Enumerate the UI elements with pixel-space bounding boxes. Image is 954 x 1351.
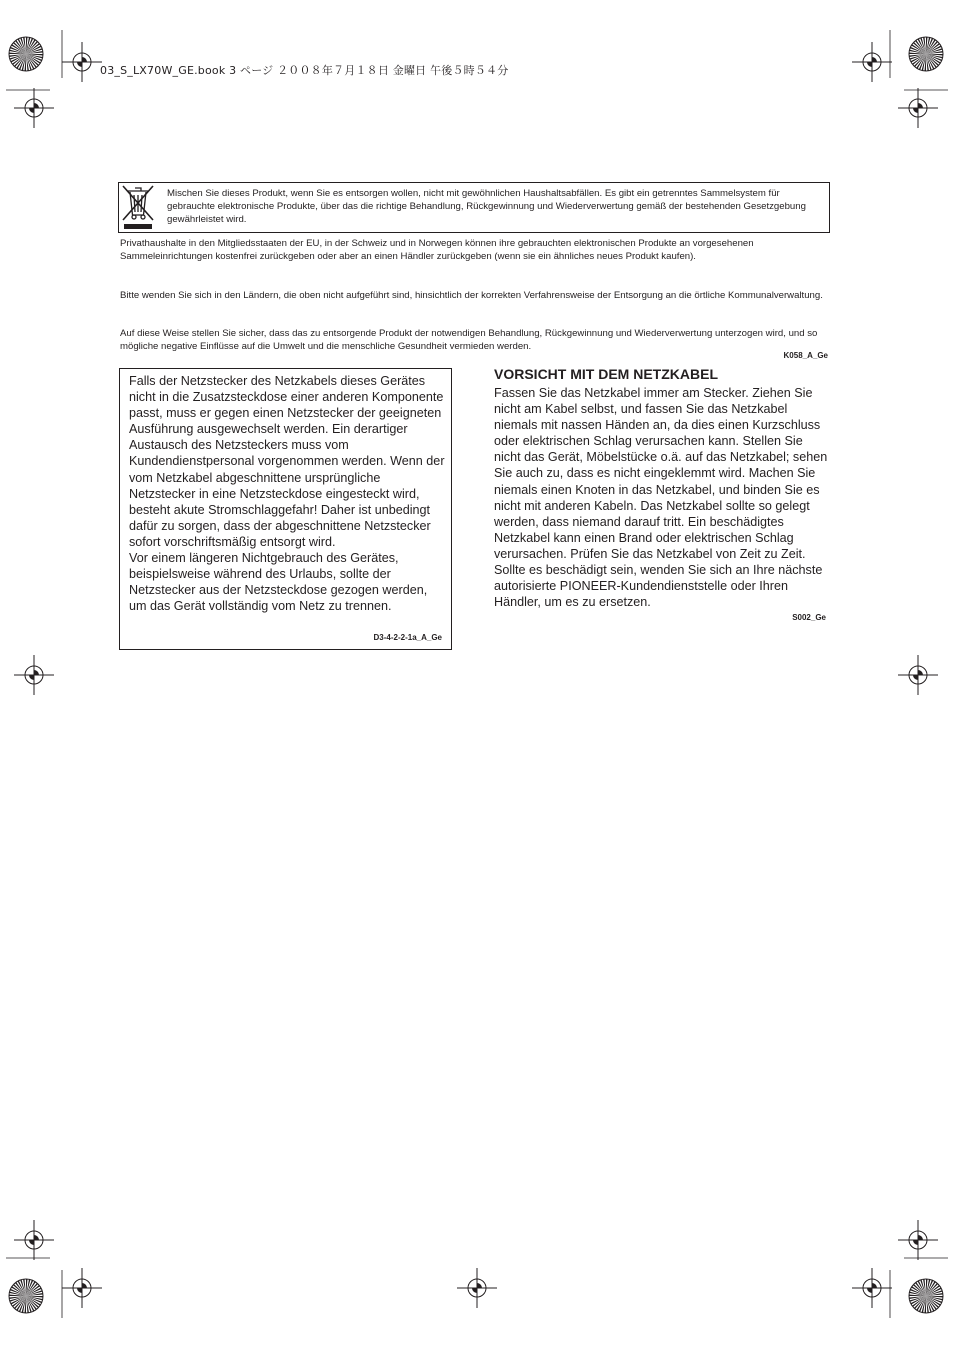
power-cord-caution-code: S002_Ge: [792, 613, 826, 622]
file-info-header: 03_S_LX70W_GE.book 3 ページ ２００８年７月１８日 金曜日 午後５時５４分: [100, 64, 509, 77]
weee-code: K058_A_Ge: [783, 351, 828, 360]
registration-target-icon: [898, 88, 938, 128]
registration-target-icon: [852, 1268, 892, 1308]
registration-target-icon: [62, 42, 102, 82]
weee-boxed-text: Mischen Sie dieses Produkt, wenn Sie es entsorgen wollen, nicht mit gewöhnlichen Haushaltsabfällen. Es gibt ein getrenntes Sammelsystem für gebrauchte elektronische Produkte, über das die richtige Behandlung, Rückgewinnung und Wiederverwertung gemäß der bestehenden Gesetzgebung gewährleistet wird.: [167, 188, 806, 225]
plug-warning-paragraph-1: Falls der Netzstecker des Netzkabels dieses Gerätes nicht in die Zusatzsteckdose einer anderen Komponente passt, muss er gegen einen Netzstecker der geeigneten Ausführung ausgewechselt werden. Ein derartiger Austausch des Netzsteckers muss vom Kundendienstpersonal vorgenommen werden. Wenn der vom Netzkabel abgeschnittene ursprüngliche Netzstecker in eine Netzsteckdose eingesteckt wird, besteht akute Stromschlaggefahr! Daher ist unbedingt dafür zu sorgen, dass der abgeschnittene Netzstecker sofort vorschriftsmäßig entsorgt wird.: [129, 374, 445, 549]
registration-target-icon: [14, 1220, 54, 1260]
registration-target-icon: [62, 1268, 102, 1308]
registration-target-icon: [457, 1268, 497, 1308]
registration-target-icon: [852, 42, 892, 82]
registration-target-icon: [898, 655, 938, 695]
weee-paragraph-households: Privathaushalte in den Mitgliedsstaaten der EU, in der Schweiz und in Norwegen können ihre gebrauchten elektronischen Produkte an vorgesehenen Sammeleinrichtungen kostenfrei zurückgeben oder aber an einen Händler zurückgeben (wenn sie ein ähnliches neues Produkt kaufen).: [120, 238, 754, 262]
registration-target-icon: [14, 655, 54, 695]
starburst-wheel-icon: [8, 1278, 44, 1314]
plug-warning-paragraph-2: Vor einem längeren Nichtgebrauch des Gerätes, beispielsweise während des Urlaubs, sollte der Netzstecker aus der Netzsteckdose gezogen werden, um das Gerät vollständig vom Netz zu trennen.: [129, 551, 428, 614]
power-cord-caution-title: VORSICHT MIT DEM NETZKABEL: [494, 366, 718, 382]
weee-paragraph-benefits: Auf diese Weise stellen Sie sicher, dass das zu entsorgende Produkt der notwendigen Behandlung, Rückgewinnung und Wiederverwertung unterzogen wird, und so mögliche negative Einflüsse auf die Umwelt und die menschliche Gesundheit vermieden werden.: [120, 328, 818, 352]
weee-paragraph-other-countries: Bitte wenden Sie sich in den Ländern, die oben nicht aufgeführt sind, hinsichtlich der korrekten Verfahrensweise der Entsorgung an die örtliche Kommunalverwaltung.: [120, 290, 823, 301]
power-cord-caution-text: Fassen Sie das Netzkabel immer am Stecker. Ziehen Sie nicht am Kabel selbst, und fassen Sie das Netzkabel niemals mit nassen Händen an, da dies einen Kurzschluss oder elektrischen Schlag verursachen kann. Stellen Sie nicht das Gerät, Möbelstücke o.ä. auf das Netzkabel; sehen Sie auch zu, dass es nicht eingeklemmt wird. Machen Sie niemals einen Knoten in das Netzkabel, und binden Sie es nicht mit anderen Kabeln. Das Netzkabel sollte so gelegt werden, dass niemand darauf tritt. Ein beschädigtes Netzkabel kann einen Brand oder elektrischen Schlag verursachen. Prüfen Sie das Netzkabel von Zeit zu Zeit. Sollte es beschädigt sein, wenden Sie sich an Ihre nächste autorisierte PIONEER-Kundendienststelle oder Ihren Händler, um es zu ersetzen.: [494, 386, 828, 610]
registration-target-icon: [14, 88, 54, 128]
starburst-wheel-icon: [908, 1278, 944, 1314]
registration-target-icon: [898, 1220, 938, 1260]
starburst-wheel-icon: [8, 36, 44, 72]
starburst-wheel-icon: [908, 36, 944, 72]
plug-warning-code: D3-4-2-2-1a_A_Ge: [373, 633, 442, 642]
